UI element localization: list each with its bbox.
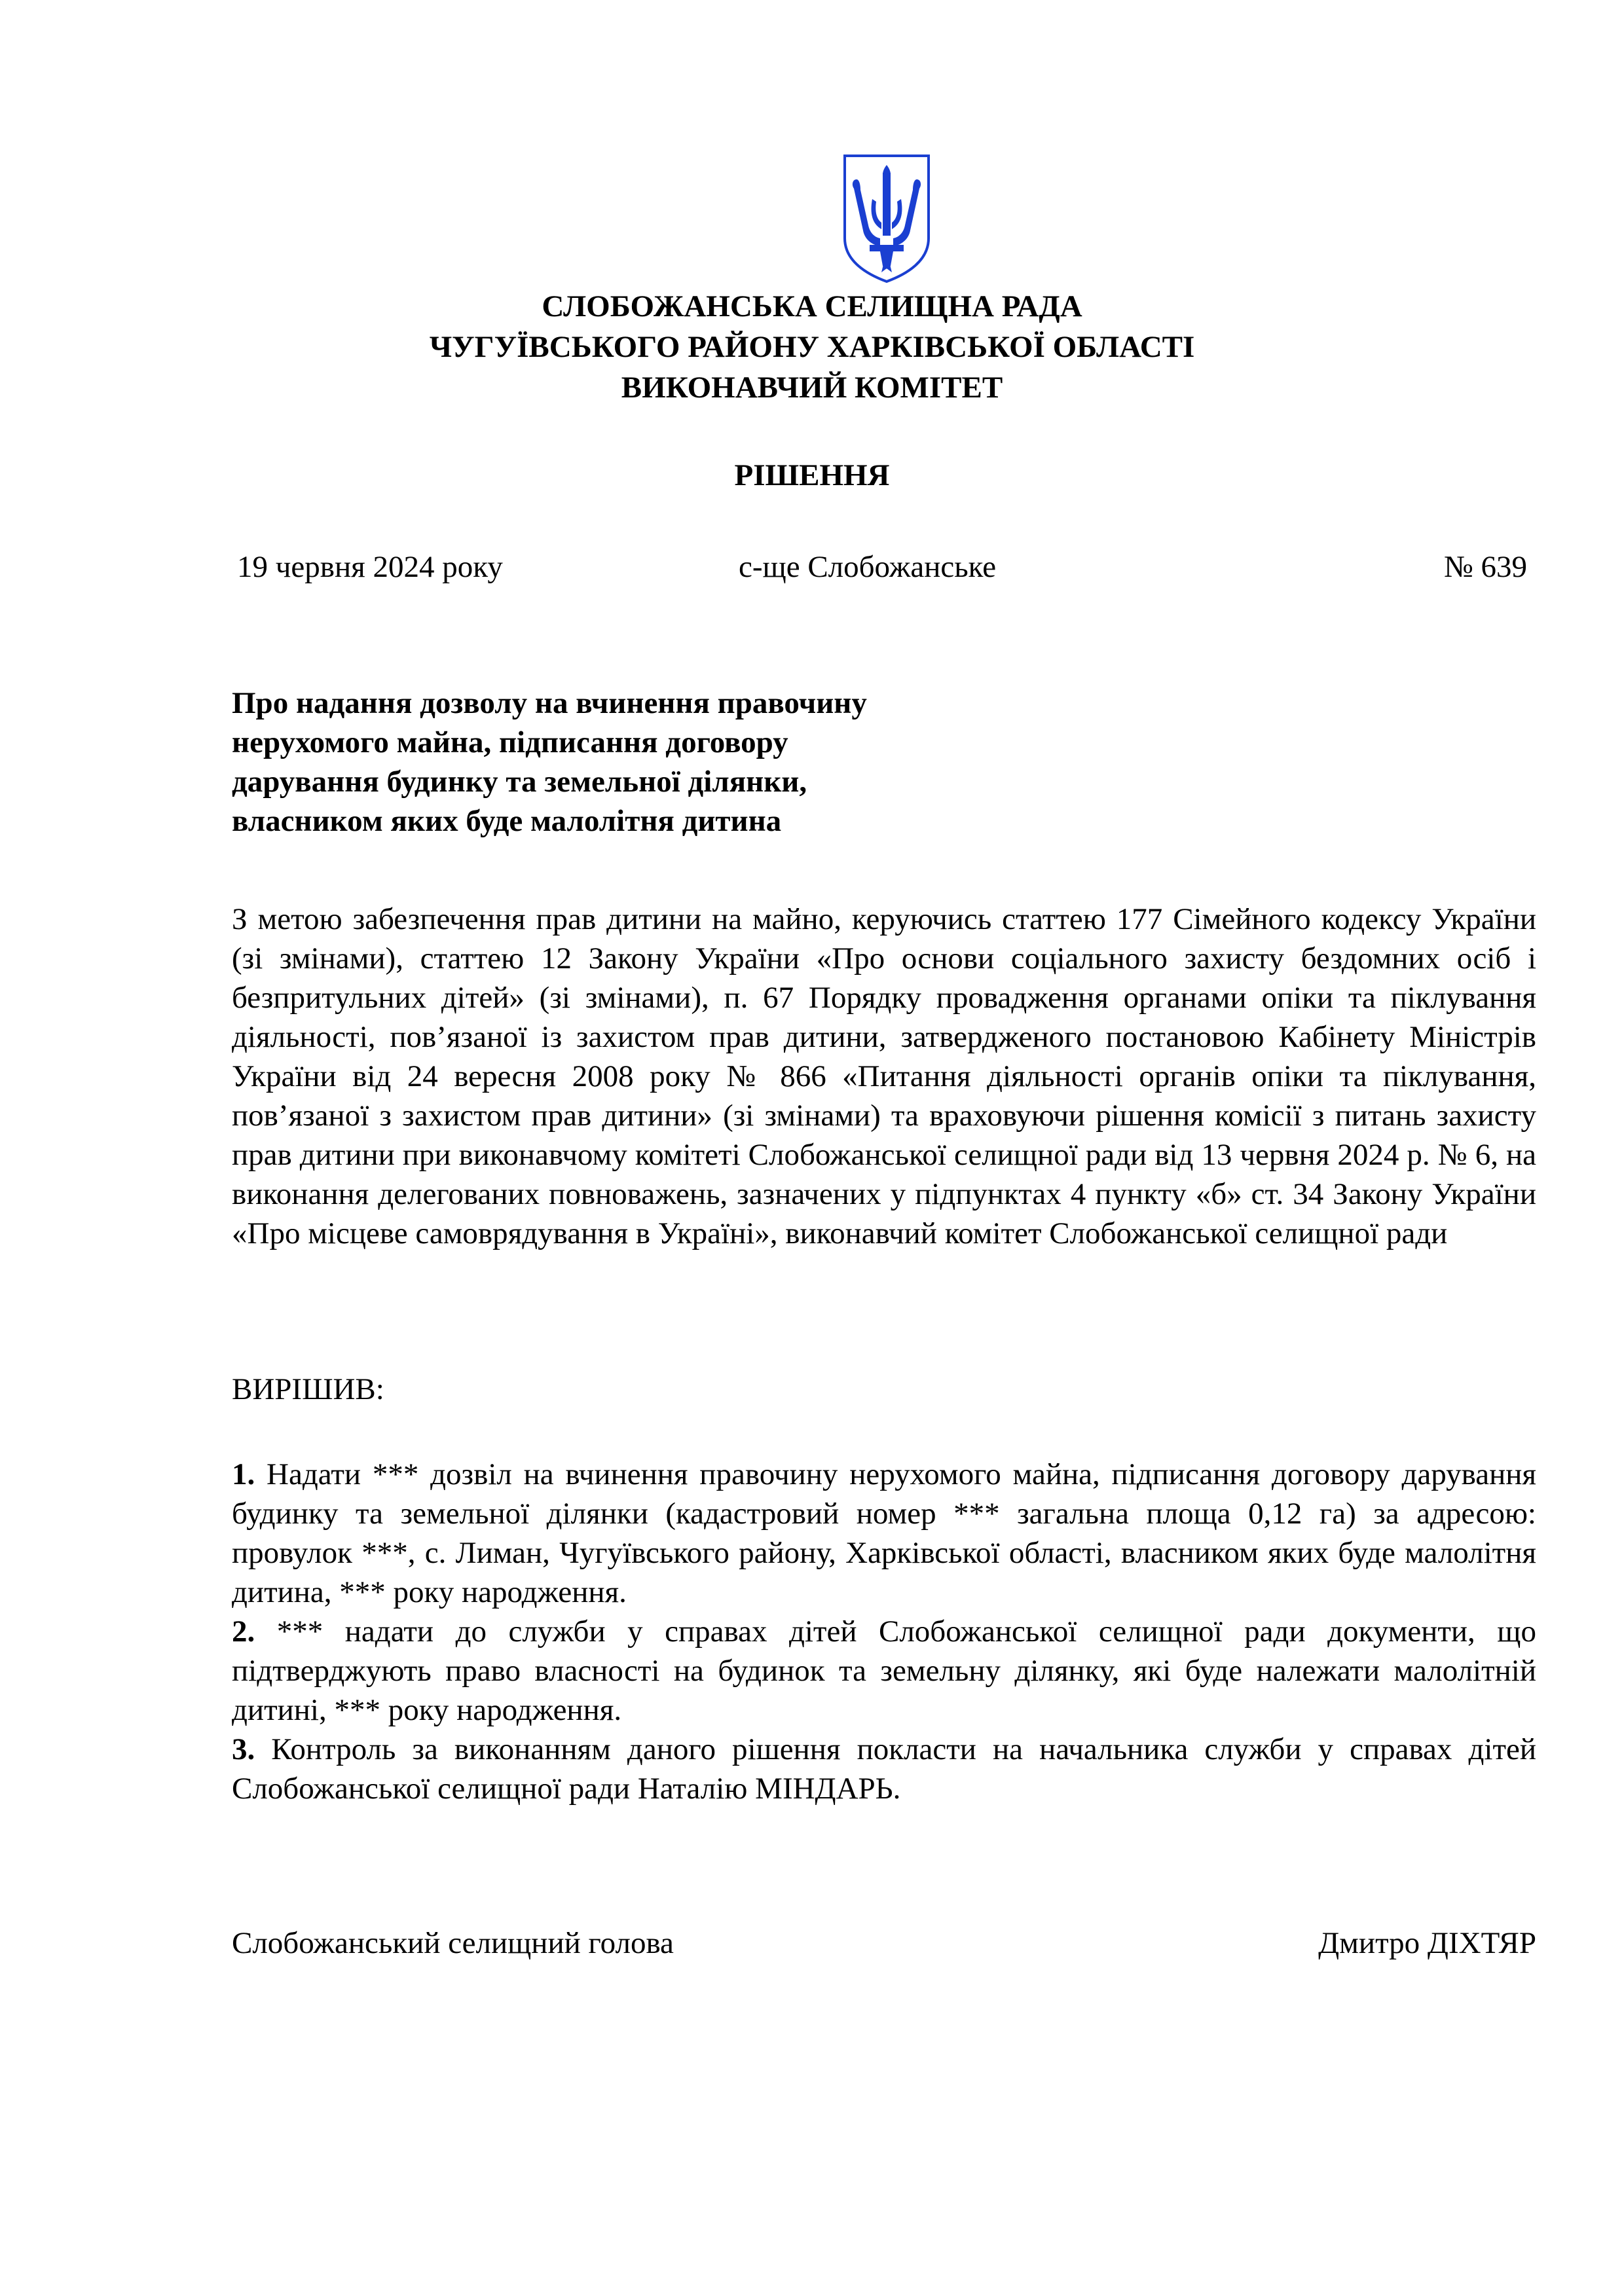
document-number: № 639	[1443, 550, 1527, 584]
title-line: дарування будинку та земельної ділянки,	[232, 765, 807, 799]
ukraine-trident-coat-of-arms-icon	[841, 153, 932, 284]
decision-item	[232, 1455, 1536, 1612]
decision-items	[232, 1455, 1536, 1808]
title-line: власником яких буде малолітня дитина	[232, 804, 782, 838]
item-number: 1.	[232, 1457, 255, 1491]
preamble-paragraph: З метою забезпечення прав дитини на майно, керуючись статтею 177 Сімейного кодексу України (зі змінами), статтею 12 Закону України «Про основи соціального захисту бездомних осіб і безпритульних дітей» (зі змінами), п. 67 Порядку провадження органами опіки та піклування діяльності, пов’язаної із захистом прав дитини, затвердженого постановою Кабінету Міністрів України від 24 вересня 2008 року № 866 «Питання діяльності органів опіки та піклування, пов’язаної з захистом прав дитини» (зі змінами) та враховуючи рішення комісії з питань захисту прав дитини при виконавчому комітеті Слобожанської селищної ради від 13 червня 2024 р. № 6, на виконання делегованих повноважень, зазначених у підпунктах 4 пункту «б» ст. 34 Закону України «Про місцеве самоврядування в Україні», виконавчий комітет Слобожанської селищної ради	[232, 902, 1536, 1250]
document-type: РІШЕННЯ	[734, 458, 890, 492]
item-text: Надати *** дозвіл на вчинення правочину нерухомого майна, підписання договору дарування будинку та земельної ділянки (кадастровий номер *** загальна площа 0,12 га) за адресою: провулок ***, с. Лиман, Чугуївського району, Харківської області, власником яких буде малолітня дитина, *** року народження.	[232, 1457, 1536, 1609]
committee-name: ВИКОНАВЧИЙ КОМІТЕТ	[621, 371, 1003, 405]
item-number: 3.	[232, 1732, 255, 1766]
document-date: 19 червня 2024 року	[237, 550, 503, 584]
item-number: 2.	[232, 1614, 255, 1649]
signatory-name: Дмитро ДІХТЯР	[1318, 1926, 1536, 1960]
decision-heading: ВИРІШИВ:	[232, 1372, 384, 1406]
decision-item	[232, 1730, 1536, 1808]
item-text: *** надати до служби у справах дітей Слобожанської селищної ради документи, що підтверджують право власності на будинок та земельну ділянку, які буде належати малолітній дитині, *** року народження.	[232, 1614, 1536, 1727]
decision-item	[232, 1612, 1536, 1730]
council-name: СЛОБОЖАНСЬКА СЕЛИЩНА РАДА	[542, 289, 1082, 323]
item-text: Контроль за виконанням даного рішення покласти на начальника служби у справах дітей Слобожанської селищної ради Наталію МІНДАРЬ.	[232, 1732, 1536, 1806]
title-line: нерухомого майна, підписання договору	[232, 725, 788, 759]
signatory-position: Слобожанський селищний голова	[232, 1926, 674, 1960]
decision-title	[232, 683, 1018, 841]
district-name: ЧУГУЇВСЬКОГО РАЙОНУ ХАРКІВСЬКОЇ ОБЛАСТІ	[429, 330, 1195, 364]
document-place: с-ще Слобожанське	[739, 550, 997, 584]
title-line: Про надання дозволу на вчинення правочину	[232, 686, 867, 720]
